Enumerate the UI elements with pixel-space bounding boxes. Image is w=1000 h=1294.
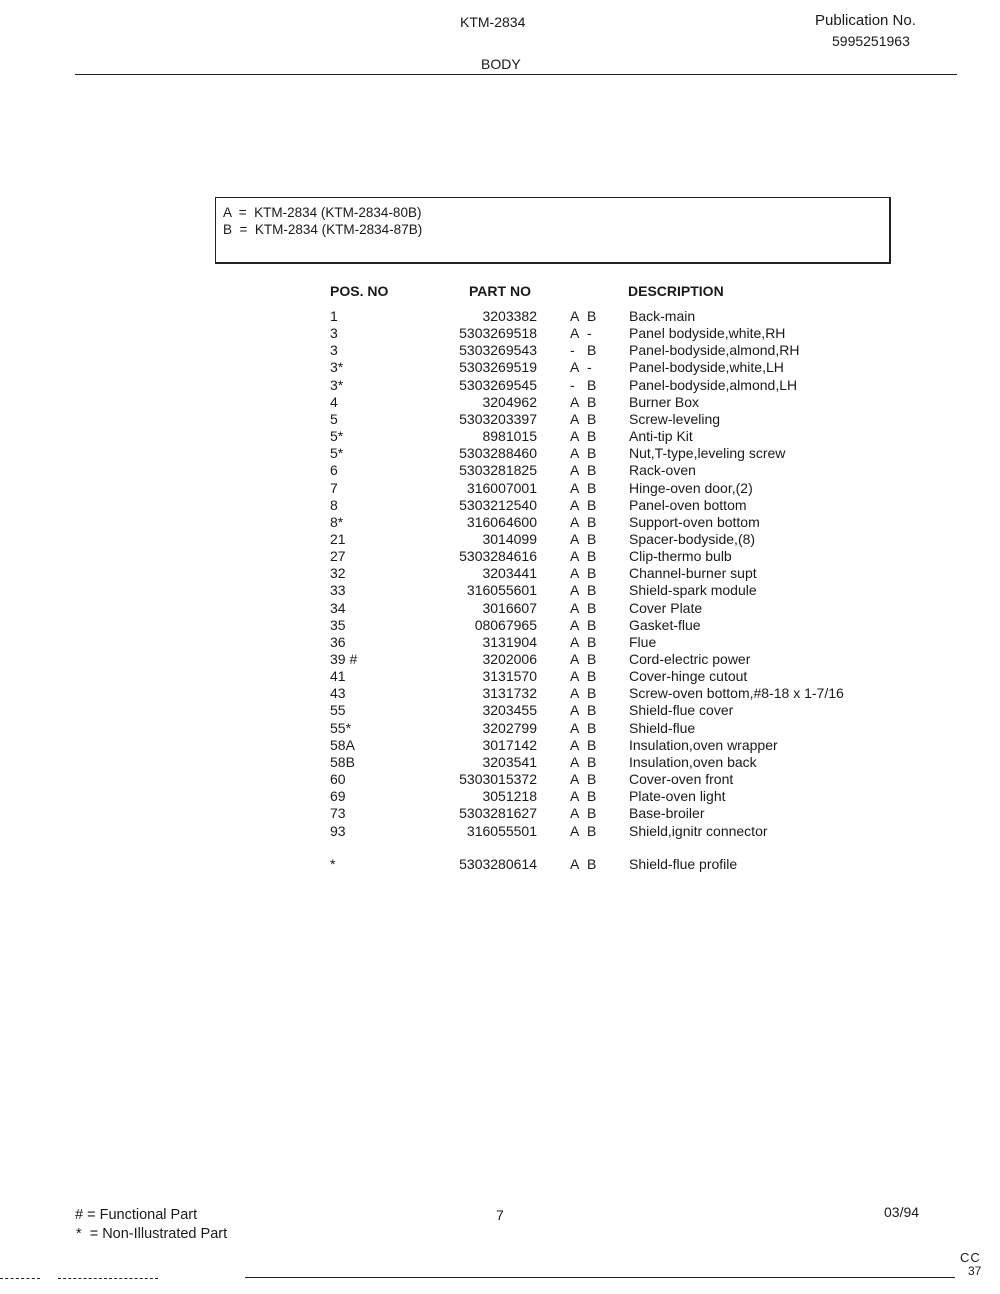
table-row xyxy=(0,325,1000,342)
pos-number: 3 xyxy=(330,342,338,358)
pos-number: 1 xyxy=(330,308,338,324)
model-a-flag: A xyxy=(570,565,580,581)
model-a-flag: A xyxy=(570,805,580,821)
part-number: 316055501 xyxy=(466,823,537,839)
part-description: Shield-flue cover xyxy=(629,702,734,718)
table-row xyxy=(0,411,1000,428)
pos-number: 93 xyxy=(330,823,346,839)
table-row xyxy=(0,651,1000,668)
part-number: 3051218 xyxy=(482,788,537,804)
part-number: 5303281825 xyxy=(459,462,537,478)
part-number: 5303284616 xyxy=(459,548,537,564)
model-a-flag: A xyxy=(570,548,580,564)
model-b-flag: B xyxy=(587,823,597,839)
part-number: 3131570 xyxy=(482,668,537,684)
model-legend-box xyxy=(215,197,891,264)
header-rule xyxy=(75,74,957,75)
pos-number: 39 # xyxy=(330,651,358,667)
pos-number: 21 xyxy=(330,531,346,547)
part-number: 3131904 xyxy=(482,634,537,650)
section-title: BODY xyxy=(481,56,521,72)
pos-number: 35 xyxy=(330,617,346,633)
part-description: Panel-bodyside,almond,LH xyxy=(629,377,798,393)
table-row xyxy=(0,497,1000,514)
model-a-flag: A xyxy=(570,634,580,650)
model-a-flag: A xyxy=(570,497,580,513)
part-number: 5303280614 xyxy=(459,856,537,872)
model-a-flag: A xyxy=(570,359,580,375)
part-number: 5303269545 xyxy=(459,377,537,393)
model-b-flag: B xyxy=(587,497,597,513)
table-row xyxy=(0,771,1000,788)
pos-number: 41 xyxy=(330,668,346,684)
table-row xyxy=(0,685,1000,702)
model-a-flag: A xyxy=(570,668,580,684)
model-a-flag: A xyxy=(570,462,580,478)
table-row xyxy=(0,445,1000,462)
model-b-flag: B xyxy=(587,462,597,478)
pos-number: 69 xyxy=(330,788,346,804)
model-b-flag: B xyxy=(587,668,597,684)
part-description: Support-oven bottom xyxy=(629,514,760,530)
non-illustrated-part-note: * = Non-Illustrated Part xyxy=(76,1226,228,1242)
legend-line-b: B = KTM-2834 (KTM-2834-87B) xyxy=(223,222,423,237)
model-a-flag: A xyxy=(570,788,580,804)
part-description: Channel-burner supt xyxy=(629,565,757,581)
part-description: Plate-oven light xyxy=(629,788,726,804)
model-a-flag: A xyxy=(570,720,580,736)
table-row xyxy=(0,565,1000,582)
column-header-part: PART NO xyxy=(469,283,531,299)
model-b-flag: B xyxy=(587,805,597,821)
part-number: 3203382 xyxy=(482,308,537,324)
part-description: Screw-oven bottom,#8-18 x 1-7/16 xyxy=(629,685,844,701)
model-a-flag: A xyxy=(570,856,580,872)
table-row xyxy=(0,514,1000,531)
model-b-flag: B xyxy=(587,788,597,804)
model-a-flag: A xyxy=(570,754,580,770)
part-number: 5303269518 xyxy=(459,325,537,341)
part-number: 08067965 xyxy=(474,617,537,633)
table-row xyxy=(0,531,1000,548)
model-b-flag: - xyxy=(587,325,592,341)
model-b-flag: B xyxy=(587,480,597,496)
part-description: Flue xyxy=(629,634,657,650)
part-description: Hinge-oven door,(2) xyxy=(629,480,753,496)
part-number: 3203441 xyxy=(482,565,537,581)
part-description: Shield-flue xyxy=(629,720,696,736)
model-a-flag: A xyxy=(570,582,580,598)
pos-number: 27 xyxy=(330,548,346,564)
table-row xyxy=(0,702,1000,719)
pos-number: 36 xyxy=(330,634,346,650)
model-b-flag: B xyxy=(587,445,597,461)
model-a-flag: A xyxy=(570,617,580,633)
footer-rule xyxy=(245,1277,955,1278)
part-description: Panel-bodyside,white,LH xyxy=(629,359,784,375)
table-row xyxy=(0,788,1000,805)
part-number: 3014099 xyxy=(482,531,537,547)
table-row xyxy=(0,617,1000,634)
pos-number: 33 xyxy=(330,582,346,598)
column-header-pos: POS. NO xyxy=(330,283,389,299)
table-row xyxy=(0,823,1000,840)
model-a-flag: A xyxy=(570,480,580,496)
model-a-flag: A xyxy=(570,685,580,701)
model-number: KTM-2834 xyxy=(460,14,526,30)
model-a-flag: A xyxy=(570,428,580,444)
pos-number: 43 xyxy=(330,685,346,701)
model-b-flag: B xyxy=(587,565,597,581)
part-number: 3202006 xyxy=(482,651,537,667)
model-b-flag: B xyxy=(587,428,597,444)
model-b-flag: B xyxy=(587,342,597,358)
pos-number: 60 xyxy=(330,771,346,787)
model-a-flag: A xyxy=(570,823,580,839)
table-row xyxy=(0,377,1000,394)
part-number: 3204962 xyxy=(482,394,537,410)
table-row xyxy=(0,600,1000,617)
revision-date: 03/94 xyxy=(884,1204,920,1220)
table-row xyxy=(0,394,1000,411)
part-number: 3017142 xyxy=(482,737,537,753)
model-b-flag: B xyxy=(587,582,597,598)
part-description: Screw-leveling xyxy=(629,411,721,427)
table-row-extra xyxy=(0,856,1000,873)
table-row xyxy=(0,480,1000,497)
legend-line-a: A = KTM-2834 (KTM-2834-80B) xyxy=(223,205,422,220)
pos-number: 32 xyxy=(330,565,346,581)
model-b-flag: B xyxy=(587,634,597,650)
part-description: Cover-hinge cutout xyxy=(629,668,748,684)
column-header-description: DESCRIPTION xyxy=(628,283,724,299)
part-description: Clip-thermo bulb xyxy=(629,548,732,564)
publication-number: 5995251963 xyxy=(832,33,910,49)
part-description: Spacer-bodyside,(8) xyxy=(629,531,756,547)
model-b-flag: B xyxy=(587,531,597,547)
model-b-flag: B xyxy=(587,720,597,736)
part-description: Nut,T-type,leveling screw xyxy=(629,445,786,461)
part-description: Shield-spark module xyxy=(629,582,757,598)
model-a-flag: - xyxy=(570,342,575,358)
part-number: 3131732 xyxy=(482,685,537,701)
corner-mark-number: 37 xyxy=(968,1264,982,1278)
pos-number: 3* xyxy=(330,359,344,375)
pos-number: 3 xyxy=(330,325,338,341)
part-number: 5303203397 xyxy=(459,411,537,427)
table-row xyxy=(0,462,1000,479)
pos-number: 4 xyxy=(330,394,338,410)
table-row xyxy=(0,720,1000,737)
pos-number: * xyxy=(330,856,336,872)
model-b-flag: B xyxy=(587,308,597,324)
pos-number: 34 xyxy=(330,600,346,616)
model-b-flag: B xyxy=(587,856,597,872)
part-description: Panel-oven bottom xyxy=(629,497,747,513)
pos-number: 6 xyxy=(330,462,338,478)
pos-number: 8* xyxy=(330,514,344,530)
part-description: Base-broiler xyxy=(629,805,705,821)
corner-mark: CC xyxy=(960,1250,981,1265)
pos-number: 3* xyxy=(330,377,344,393)
part-number: 5303288460 xyxy=(459,445,537,461)
part-number: 3203541 xyxy=(482,754,537,770)
model-b-flag: B xyxy=(587,737,597,753)
model-b-flag: B xyxy=(587,702,597,718)
part-number: 5303269519 xyxy=(459,359,537,375)
part-number: 5303281627 xyxy=(459,805,537,821)
footer-rule-left xyxy=(0,1278,40,1279)
pos-number: 7 xyxy=(330,480,338,496)
model-a-flag: A xyxy=(570,600,580,616)
part-description: Burner Box xyxy=(629,394,700,410)
model-b-flag: B xyxy=(587,548,597,564)
model-b-flag: B xyxy=(587,617,597,633)
model-b-flag: B xyxy=(587,411,597,427)
pos-number: 5* xyxy=(330,445,344,461)
part-description: Cord-electric power xyxy=(629,651,751,667)
part-description: Shield,ignitr connector xyxy=(629,823,768,839)
model-a-flag: A xyxy=(570,308,580,324)
footer-rule-mid xyxy=(58,1278,158,1279)
part-description: Panel-bodyside,almond,RH xyxy=(629,342,800,358)
table-row xyxy=(0,634,1000,651)
table-row xyxy=(0,737,1000,754)
part-number: 316007001 xyxy=(466,480,537,496)
part-number: 8981015 xyxy=(482,428,537,444)
part-description: Cover Plate xyxy=(629,600,703,616)
pos-number: 58B xyxy=(330,754,355,770)
pos-number: 5* xyxy=(330,428,344,444)
pos-number: 58A xyxy=(330,737,355,753)
part-number: 316064600 xyxy=(466,514,537,530)
table-row xyxy=(0,582,1000,599)
model-b-flag: - xyxy=(587,359,592,375)
model-a-flag: A xyxy=(570,737,580,753)
part-number: 3016607 xyxy=(482,600,537,616)
model-b-flag: B xyxy=(587,514,597,530)
model-a-flag: A xyxy=(570,411,580,427)
model-a-flag: A xyxy=(570,651,580,667)
part-description: Gasket-flue xyxy=(629,617,701,633)
table-row xyxy=(0,548,1000,565)
part-description: Insulation,oven back xyxy=(629,754,757,770)
part-number: 5303269543 xyxy=(459,342,537,358)
part-description: Shield-flue profile xyxy=(629,856,738,872)
model-a-flag: - xyxy=(570,377,575,393)
model-b-flag: B xyxy=(587,754,597,770)
table-row xyxy=(0,805,1000,822)
functional-part-note: # = Functional Part xyxy=(75,1207,198,1223)
model-a-flag: A xyxy=(570,514,580,530)
model-b-flag: B xyxy=(587,685,597,701)
part-description: Back-main xyxy=(629,308,696,324)
model-b-flag: B xyxy=(587,394,597,410)
part-number: 5303015372 xyxy=(459,771,537,787)
model-a-flag: A xyxy=(570,394,580,410)
table-row xyxy=(0,308,1000,325)
model-a-flag: A xyxy=(570,702,580,718)
part-number: 316055601 xyxy=(466,582,537,598)
pos-number: 5 xyxy=(330,411,338,427)
part-number: 3202799 xyxy=(482,720,537,736)
model-b-flag: B xyxy=(587,600,597,616)
part-description: Insulation,oven wrapper xyxy=(629,737,778,753)
model-b-flag: B xyxy=(587,377,597,393)
table-row xyxy=(0,754,1000,771)
model-b-flag: B xyxy=(587,771,597,787)
table-row xyxy=(0,428,1000,445)
pos-number: 55 xyxy=(330,702,346,718)
part-description: Anti-tip Kit xyxy=(629,428,693,444)
part-number: 5303212540 xyxy=(459,497,537,513)
part-description: Panel bodyside,white,RH xyxy=(629,325,786,341)
model-a-flag: A xyxy=(570,325,580,341)
page-number: 7 xyxy=(496,1207,504,1223)
model-a-flag: A xyxy=(570,445,580,461)
pos-number: 73 xyxy=(330,805,346,821)
model-a-flag: A xyxy=(570,531,580,547)
table-row xyxy=(0,342,1000,359)
model-b-flag: B xyxy=(587,651,597,667)
part-number: 3203455 xyxy=(482,702,537,718)
pos-number: 55* xyxy=(330,720,352,736)
part-description: Cover-oven front xyxy=(629,771,734,787)
part-description: Rack-oven xyxy=(629,462,696,478)
table-row xyxy=(0,668,1000,685)
publication-label: Publication No. xyxy=(815,12,916,29)
pos-number: 8 xyxy=(330,497,338,513)
table-row xyxy=(0,359,1000,376)
model-a-flag: A xyxy=(570,771,580,787)
